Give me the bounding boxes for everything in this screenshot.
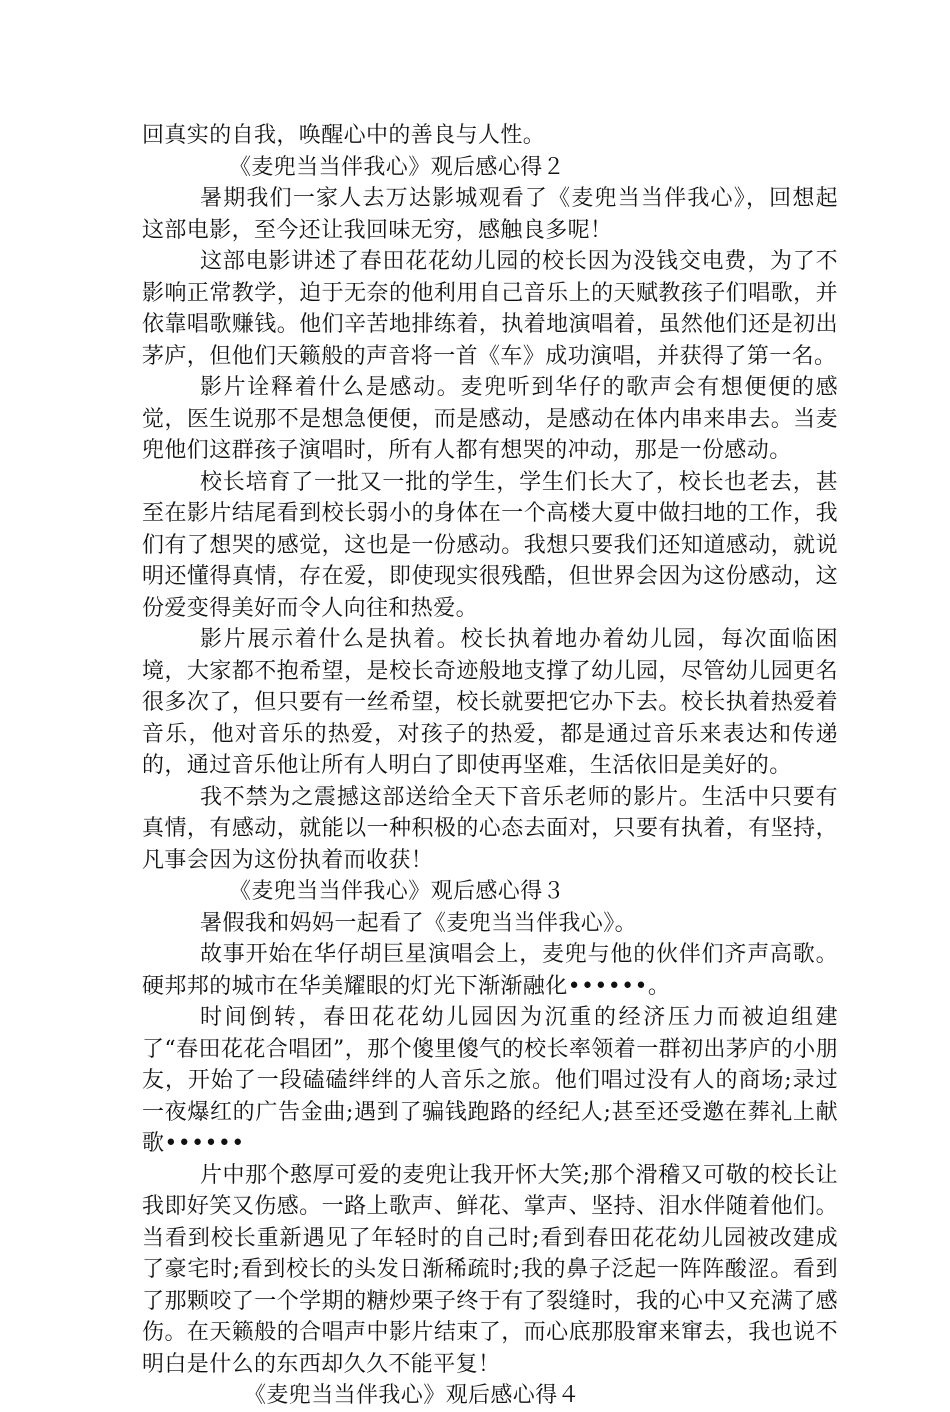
paragraph: 校长培育了一批又一批的学生，学生们长大了，校长也老去，甚至在影片结尾看到校长弱小的身体在一个高楼大夏中做扫地的工作，我们有了想哭的感觉，这也是一份感动。我想只要我们还知道感动，就说明还懂得真情，存在爱，即使现实很残酷，但世界会因为这份感动，这份爱变得美好而令人向往和热爱。 (142, 469, 838, 621)
paragraph: 暑期我们一家人去万达影城观看了《麦兜当当伴我心》，回想起这部电影，至今还让我回味无穷，感触良多呢！ (142, 186, 838, 243)
paragraph: 影片诠释着什么是感动。麦兜听到华仔的歌声会有想便便的感觉，医生说那不是想急便便，而是感动，是感动在体内串来串去。当麦兜他们这群孩子演唱时，所有人都有想哭的冲动，那是一份感动。 (142, 375, 838, 463)
paragraph: 这部电影讲述了春田花花幼儿园的校长因为没钱交电费，为了不影响正常教学，迫于无奈的他利用自己音乐上的天赋教孩子们唱歌，并依靠唱歌赚钱。他们辛苦地排练着，执着地演唱着，虽然他们还是初出茅庐，但他们天籁般的声音将一首《车》成功演唱，并获得了第一名。 (142, 249, 838, 369)
section-heading-4: 《麦兜当当伴我心》观后感心得４ (244, 1383, 581, 1408)
paragraph-continuation: 回真实的自我，唤醒心中的善良与人性。 (142, 123, 546, 148)
paragraph: 我不禁为之震撼这部送给全天下音乐老师的影片。生活中只要有真情，有感动，就能以一种积极的心态去面对，只要有执着，有坚持，凡事会因为这份执着而收获！ (142, 784, 838, 873)
paragraph: 片中那个憨厚可爱的麦兜让我开怀大笑;那个滑稽又可敬的校长让我即好笑又伤感。一路上歌声、鲜花、掌声、坚持、泪水伴随着他们。当看到校长重新遇见了年轻时的自己时;看到春田花花幼儿园被改建成了豪宅时;看到校长的头发日渐稀疏时;我的鼻子泛起一阵阵酸涩。看到了那颗咬了一个学期的糖炒栗子终于有了裂缝时，我的心中又充满了感伤。在天籁般的合唱声中影片结束了，而心底那股窜来窜去，我也说不明白是什么的东西却久久不能平复！ (142, 1162, 838, 1377)
paragraph: 影片展示着什么是执着。校长执着地办着幼儿园，每次面临困境，大家都不抱希望，是校长奇迹般地支撑了幼儿园，尽管幼儿园更名很多次了，但只要有一丝希望，校长就要把它办下去。校长执着热爱着音乐，他对音乐的热爱，对孩子的热爱，都是通过音乐来表达和传递的，通过音乐他让所有人明白了即使再坚难，生活依旧是美好的。 (142, 627, 838, 778)
document-body (142, 120, 838, 1412)
paragraph: 时间倒转，春田花花幼儿园因为沉重的经济压力而被迫组建了“春田花花合唱团”，那个傻里傻气的校长率领着一群初出茅庐的小朋友，开始了一段磕磕绊绊的人音乐之旅。他们唱过没有人的商场;录过一夜爆红的广告金曲;遇到了骗钱跑路的经纪人;甚至还受邀在葬礼上献歌•••••• (142, 1005, 838, 1156)
section-heading-3: 《麦兜当当伴我心》观后感心得３ (229, 879, 566, 904)
paragraph: 故事开始在华仔胡巨星演唱会上，麦兜与他的伙伴们齐声高歌。硬邦邦的城市在华美耀眼的灯光下渐渐融化••••••。 (142, 942, 838, 999)
section-heading-2: 《麦兜当当伴我心》观后感心得２ (229, 154, 566, 180)
paragraph: 暑假我和妈妈一起看了《麦兜当当伴我心》。 (200, 910, 638, 936)
